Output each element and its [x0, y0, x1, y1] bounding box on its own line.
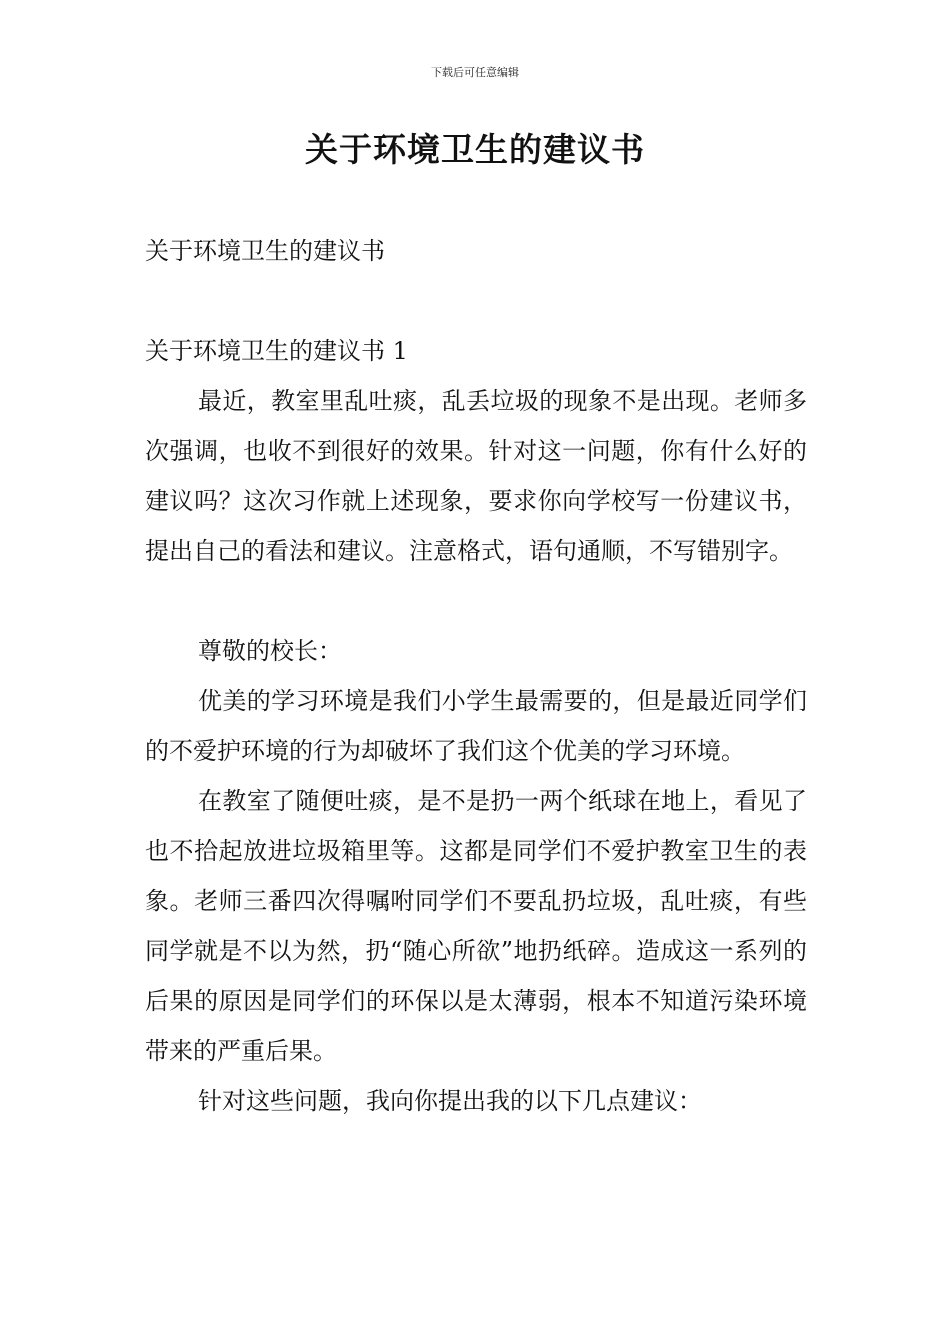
paragraph-assignment: 最近，教室里乱吐痰，乱丢垃圾的现象不是出现。老师多次强调，也收不到很好的效果。针对这一问题，你有什么好的建议吗？这次习作就上述现象，要求你向学校写一份建议书，提出自己的看法和建议。注意格式，语句通顺，不写错别字。	[145, 387, 807, 565]
paragraph-body: 针对这些问题，我向你提出我的以下几点建议：	[198, 1087, 702, 1115]
paragraph-body: 优美的学习环境是我们小学生最需要的，但是最近同学们的不爱护环境的行为却破坏了我们这个优美的学习环境。	[145, 687, 807, 765]
section-heading: 关于环境卫生的建议书 1	[145, 337, 408, 365]
document-body	[145, 226, 807, 1126]
paragraph-salutation: 尊敬的校长：	[198, 637, 342, 665]
document-title: 关于环境卫生的建议书	[305, 130, 645, 169]
paragraph-spacer	[145, 576, 807, 626]
document-subtitle: 关于环境卫生的建议书	[145, 237, 385, 265]
page-header-note: 下载后可任意编辑	[431, 66, 519, 79]
paragraph-body: 在教室了随便吐痰，是不是扔一两个纸球在地上，看见了也不拾起放进垃圾箱里等。这都是同学们不爱护教室卫生的表象。老师三番四次得嘱咐同学们不要乱扔垃圾，乱吐痰，有些同学就是不以为然，扔“随心所欲”地扔纸碎。造成这一系列的后果的原因是同学们的环保以是太薄弱，根本不知道污染环境带来的严重后果。	[145, 787, 807, 1065]
